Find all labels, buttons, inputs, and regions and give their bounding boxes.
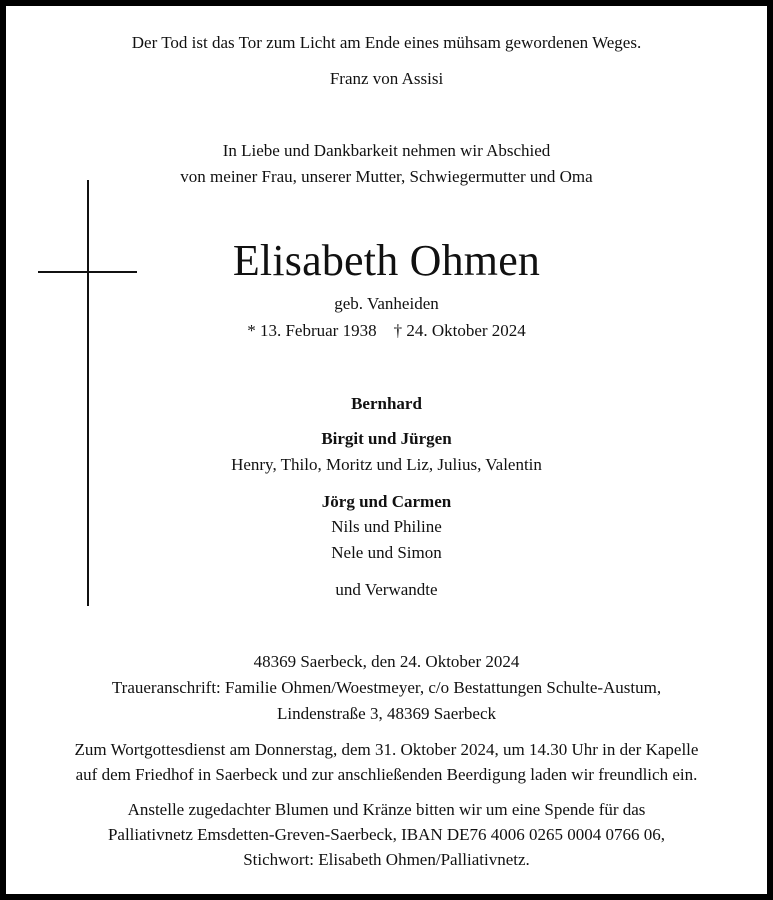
mourner-family-1-children: Henry, Thilo, Moritz und Liz, Julius, Valentin [231,455,542,474]
service-line-1: Zum Wortgottesdienst am Donnerstag, dem 31. Oktober 2024, um 14.30 Uhr in der Kapelle [74,740,699,759]
mourner-relatives: und Verwandte [335,580,438,599]
address-line-1: Traueranschrift: Familie Ohmen/Woestmeyer, c/o Bestattungen Schulte-Austum, [111,678,662,697]
mourner-family-2-children-1: Nils und Philine [331,517,442,536]
mourner-family-2-children-2: Nele und Simon [331,543,442,562]
intro-line-2: von meiner Frau, unserer Mutter, Schwiegermutter und Oma [180,167,593,186]
service-line-2: auf dem Friedhof in Saerbeck und zur anschließenden Beerdigung laden wir freundlich ein. [75,765,698,784]
donation-line-3: Stichwort: Elisabeth Ohmen/Palliativnetz. [243,850,530,869]
mourner-spouse: Bernhard [351,394,422,413]
mourner-family-2: Jörg und Carmen [321,492,452,511]
place-date: 48369 Saerbeck, den 24. Oktober 2024 [253,652,520,671]
mourner-family-1: Birgit und Jürgen [321,429,452,448]
deceased-name: Elisabeth Ohmen [232,236,541,285]
intro-line-1: In Liebe und Dankbarkeit nehmen wir Abschied [222,141,551,160]
life-dates: * 13. Februar 1938 † 24. Oktober 2024 [247,321,526,340]
donation-line-1: Anstelle zugedachter Blumen und Kränze bitten wir um eine Spende für das [127,800,646,819]
quote-text: Der Tod ist das Tor zum Licht am Ende eines mühsam gewordenen Weges. [131,33,642,52]
donation-line-2: Palliativnetz Emsdetten-Greven-Saerbeck, IBAN DE76 4006 0265 0004 0766 06, [107,825,666,844]
address-line-2: Lindenstraße 3, 48369 Saerbeck [276,704,497,723]
quote-author: Franz von Assisi [329,69,444,88]
birth-name: geb. Vanheiden [334,294,439,313]
